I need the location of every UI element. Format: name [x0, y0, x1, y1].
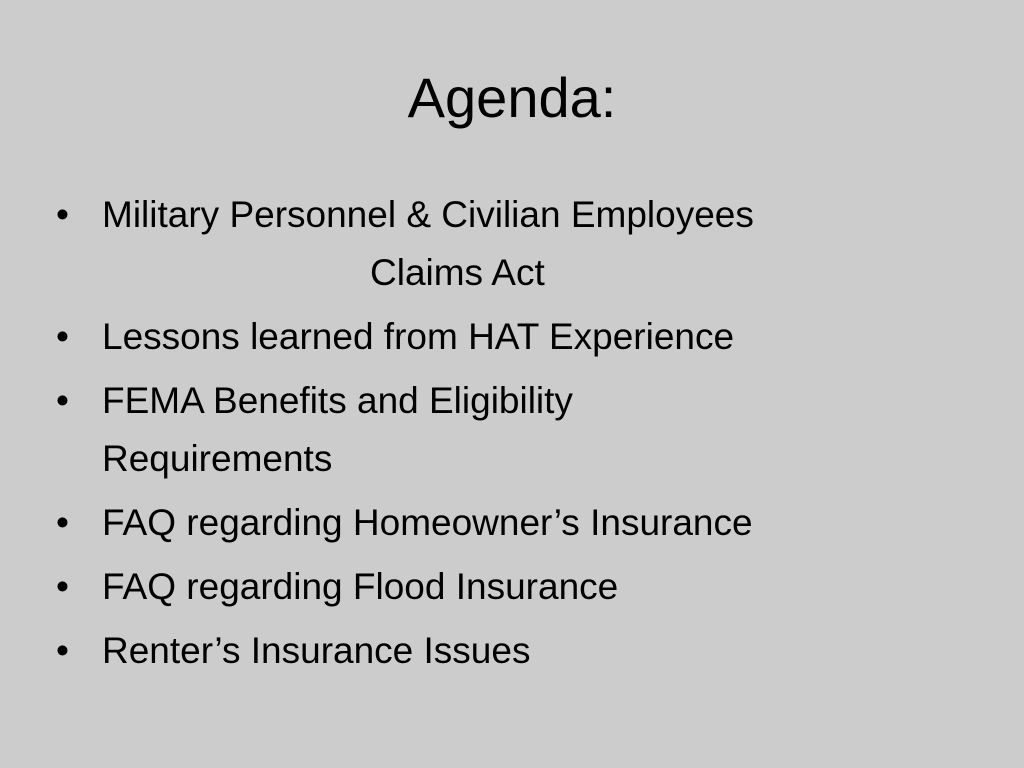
agenda-item	[56, 622, 956, 680]
agenda-item	[56, 186, 956, 302]
agenda-item-line: FEMA Benefits and Eligibility	[102, 380, 573, 421]
agenda-item-line: Renter’s Insurance Issues	[102, 630, 531, 671]
agenda-item-line: Military Personnel & Civilian Employees	[102, 194, 754, 235]
agenda-item-line: FAQ regarding Flood Insurance	[102, 566, 619, 607]
bullet-icon: •	[56, 380, 69, 421]
bullet-icon: •	[56, 316, 69, 357]
bullet-icon: •	[56, 630, 69, 671]
bullet-icon: •	[56, 566, 69, 607]
agenda-item	[56, 494, 956, 552]
agenda-item-line: Requirements	[102, 438, 333, 479]
agenda-item-line: FAQ regarding Homeowner’s Insurance	[102, 502, 753, 543]
agenda-list	[56, 186, 956, 680]
agenda-item	[56, 308, 956, 366]
bullet-icon: •	[56, 194, 69, 235]
slide-title: Agenda:	[407, 66, 617, 129]
agenda-item	[56, 558, 956, 616]
bullet-icon: •	[56, 502, 69, 543]
agenda-item	[56, 372, 956, 488]
agenda-item-line: Lessons learned from HAT Experience	[102, 316, 735, 357]
agenda-item-line: Claims Act	[370, 252, 545, 293]
